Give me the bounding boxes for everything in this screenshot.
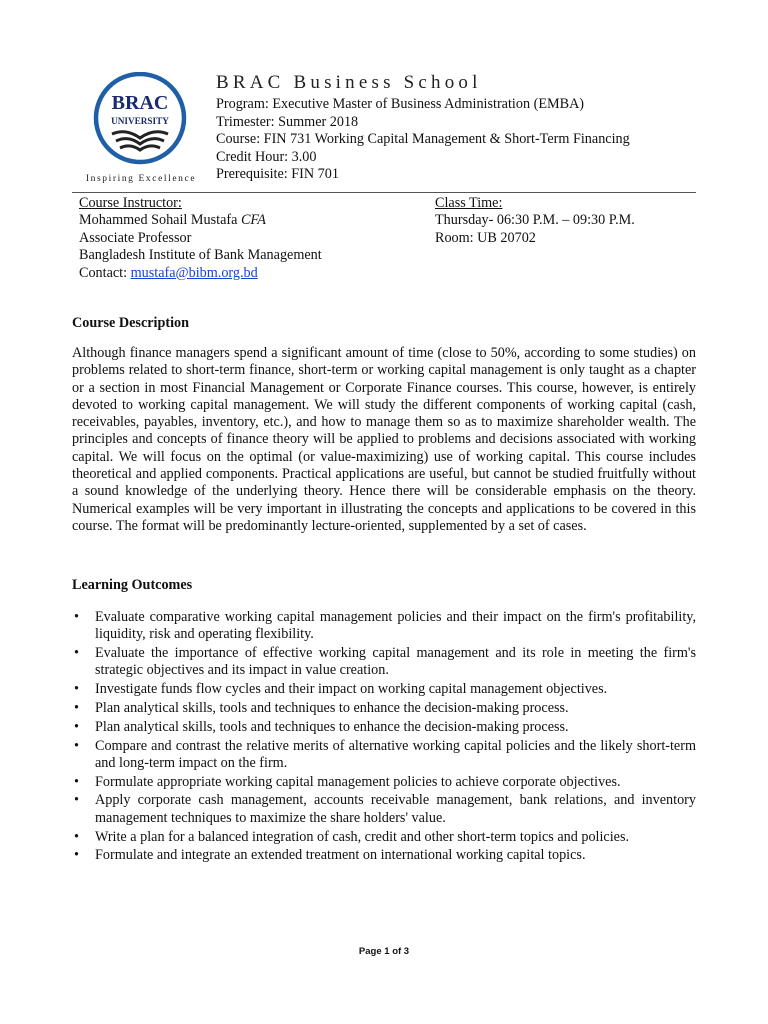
list-item <box>72 681 696 698</box>
logo-tagline: Inspiring Excellence <box>85 174 197 184</box>
bullet-glyph: • <box>74 609 79 625</box>
list-item <box>72 774 696 791</box>
outcome-text: Compare and contrast the relative merits of alternative working capital policies and the likely short-term and long-term impact on the firm. <box>95 737 696 771</box>
outcome-text: Write a plan for a balanced integration of cash, credit and other short-term topics and policies. <box>95 828 630 845</box>
bullet-glyph: • <box>74 737 79 754</box>
program-info <box>216 96 630 184</box>
page-number: 1 <box>384 946 390 957</box>
list-item <box>72 829 696 846</box>
instructor-name-line <box>79 212 322 229</box>
trimester-line: Trimester: Summer 2018 <box>216 113 359 130</box>
learning-outcomes-list <box>72 609 696 866</box>
instructor-heading: Course Instructor: <box>79 195 182 211</box>
page-label: Page <box>358 946 382 957</box>
bullet-glyph: • <box>74 681 79 698</box>
prerequisite-line: Prerequisite: FIN 701 <box>216 166 339 183</box>
credit-line: Credit Hour: 3.00 <box>216 148 317 165</box>
bullet-glyph: • <box>74 699 79 716</box>
outcome-text: Formulate appropriate working capital management policies to achieve corporate objectives. <box>95 773 621 790</box>
course-description-heading: Course Description <box>72 315 190 331</box>
class-room: Room: UB 20702 <box>435 229 536 246</box>
course-line: Course: FIN 731 Working Capital Management & Short-Term Financing <box>216 131 630 148</box>
bullet-glyph: • <box>74 645 79 662</box>
page-total: 3 <box>403 946 410 957</box>
outcome-text: Plan analytical skills, tools and techniques to enhance the decision-making process. <box>95 718 569 735</box>
instructor-name: Mohammed Sohail Mustafa <box>79 212 238 229</box>
instructor-title: Associate Professor <box>79 229 192 246</box>
instructor-contact <box>79 265 322 282</box>
bullet-glyph: • <box>74 828 79 845</box>
class-time-block <box>435 195 635 247</box>
school-name: BRAC Business School <box>216 72 482 93</box>
of-label: of <box>392 946 402 957</box>
list-item <box>72 792 696 827</box>
class-schedule: Thursday- 06:30 P.M. – 09:30 P.M. <box>435 212 635 229</box>
instructor-block <box>79 195 322 282</box>
brac-university-logo <box>76 72 202 186</box>
document-header <box>72 68 712 190</box>
learning-outcomes-heading: Learning Outcomes <box>72 577 193 593</box>
outcome-text: Plan analytical skills, tools and techniques to enhance the decision-making process. <box>95 699 569 716</box>
bullet-glyph: • <box>74 718 79 735</box>
bullet-glyph: • <box>74 773 79 790</box>
list-item <box>72 719 696 736</box>
outcome-text: Formulate and integrate an extended treatment on international working capital topics. <box>95 847 586 864</box>
instructor-designation: CFA <box>240 212 266 229</box>
list-item <box>72 738 696 773</box>
outcome-text: Apply corporate cash management, accounts receivable management, bank relations, and inventory management techniques to maximize the share holders' value. <box>95 792 696 826</box>
bullet-glyph: • <box>74 792 79 809</box>
logo-emblem <box>90 72 190 172</box>
instructor-email-link[interactable]: mustafa@bibm.org.bd <box>130 264 258 281</box>
logo-line1: BRAC <box>111 92 169 114</box>
course-description-text: Although finance managers spend a significant amount of time (close to 50%, according to some studies) on problems related to short-term finance, short-term or working capital management is only taught as a chapter or a section in most Financial Management or Corporate Finance courses. This course, however, is entirely devoted to working capital management. We will study the different components of working capital (cash, receivables, payables, inventory, etc.), and how to manage them so as to maximize shareholder wealth. The principles and concepts of finance theory will be applied to problems and decisions associated with working capital. We will focus on the optimal (or value-maximizing) use of working capital. This course includes theoretical and applied components. Practical applications are useful, but cannot be studied fruitfully without a sound knowledge of the underlying theory. Hence there will be considerable emphasis on the theory. Numerical examples will be very important in illustrating the concepts and applications to be covered in this course. The format will be predominantly lecture-oriented, supplemented by a set of cases. <box>72 345 696 534</box>
instructor-institute: Bangladesh Institute of Bank Management <box>79 247 322 264</box>
header-divider <box>72 192 696 193</box>
program-line: Program: Executive Master of Business Administration (EMBA) <box>216 96 585 112</box>
list-item <box>72 609 696 644</box>
outcome-text: Evaluate comparative working capital management policies and their impact on the firm's profitability, liquidity, risk and operating flexibility. <box>95 609 696 643</box>
list-item <box>72 645 696 680</box>
outcome-text: Evaluate the importance of effective working capital management and its role in meeting the firm's strategic objectives and its impact in value creation. <box>95 645 696 679</box>
list-item <box>72 700 696 717</box>
outcome-text: Investigate funds flow cycles and their impact on working capital management objectives. <box>95 681 608 698</box>
list-item <box>72 847 696 864</box>
class-time-heading: Class Time: <box>435 195 503 211</box>
contact-label: Contact: <box>79 264 128 281</box>
logo-line2: UNIVERSITY <box>111 116 169 126</box>
bullet-glyph: • <box>74 847 79 864</box>
page-footer <box>0 946 768 957</box>
